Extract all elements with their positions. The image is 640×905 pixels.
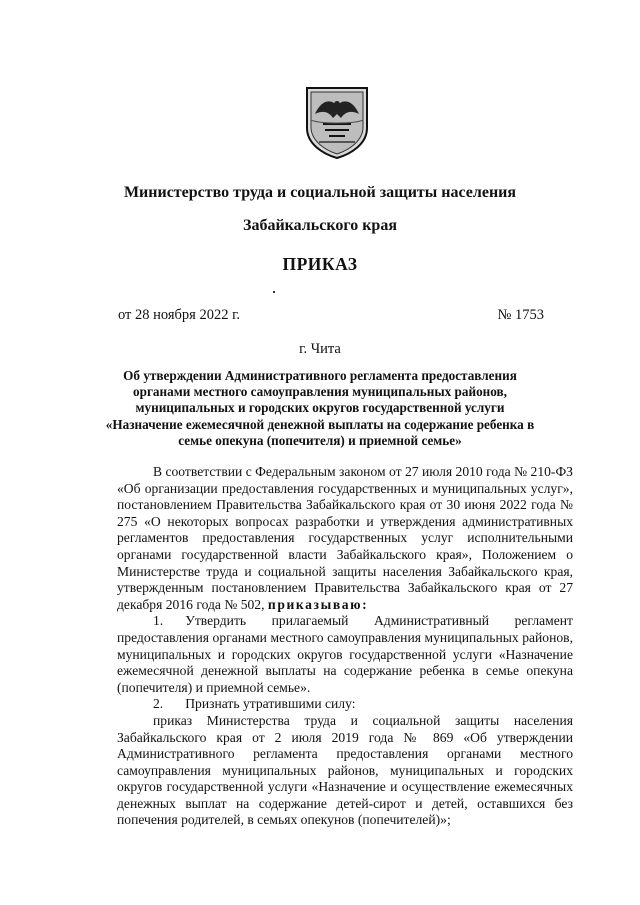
order-date: от 28 ноября 2022 г. — [118, 307, 241, 323]
preamble-text: В соответствии с Федеральным законом от 27 июля 2010 года № 210-ФЗ «Об организации предоставления государственных и муниципальных услуг», постановлением Правительства Забайкальского края от 30 июня 2022 года № 275 «О некоторых вопросах разработки и утверждения административных регламентов предоставления государственных услуг исполнительными органами государственной власти Забайкальского края», Положением о Министерстве труда и социальной защиты населения Забайкальского края, утвержденным постановлением Правительства Забайкальского края от 27 декабря 2016 года № 502, — [117, 464, 573, 612]
title-line: Об утверждении Административного регламента предоставления — [123, 368, 517, 383]
stray-mark — [273, 291, 275, 293]
item-1-paragraph — [117, 613, 573, 696]
ministry-name: Министерство труда и социальной защиты населения — [123, 184, 517, 201]
subitem-paragraph: приказ Министерства труда и социальной защиты населения Забайкальского края от 2 июля 2019 года № 869 «Об утверждении Административного регламента предоставления органами местного самоуправления муниципальных районов, муниципальных и городских округов государственной услуги «Назначение и осуществление ежемесячных денежных выплат на содержание детей-сирот и детей, оставшихся без попечения родителей, в семьях опекунов (попечителей)»; — [117, 712, 573, 828]
region-name: Забайкальского края — [243, 217, 397, 234]
title-line: «Назначение ежемесячной денежной выплаты на содержание ребенка в — [105, 416, 535, 432]
item-2-label: 2. — [153, 696, 164, 712]
title-line: семье опекуна (попечителя) и приемной семье» — [178, 432, 462, 448]
coat-of-arms-emblem — [301, 84, 373, 160]
document-type: ПРИКАЗ — [282, 254, 358, 274]
item-2-paragraph — [117, 696, 573, 713]
title-line: муниципальных и городских округов государственной услуги — [135, 400, 505, 416]
preamble-paragraph — [117, 464, 573, 613]
item-1-text: Утвердить прилагаемый Административный регламент предоставления органами местного самоуправления муниципальных районов, муниципальных и городских округов государственной услуги «Назначение ежемесячной денежной выплаты на содержание ребенка в семье опекуна (попечителя) и приемной семье». — [117, 613, 573, 695]
item-1-label: 1. — [153, 613, 164, 629]
item-2-text: Признать утратившими силу: — [185, 696, 356, 712]
order-verb: приказываю: — [267, 596, 369, 612]
order-title — [100, 368, 540, 449]
title-line: органами местного самоуправления муниципальных районов, — [133, 384, 507, 400]
order-number: № 1753 — [497, 307, 544, 323]
order-city: г. Чита — [299, 341, 341, 357]
order-body — [117, 464, 573, 829]
